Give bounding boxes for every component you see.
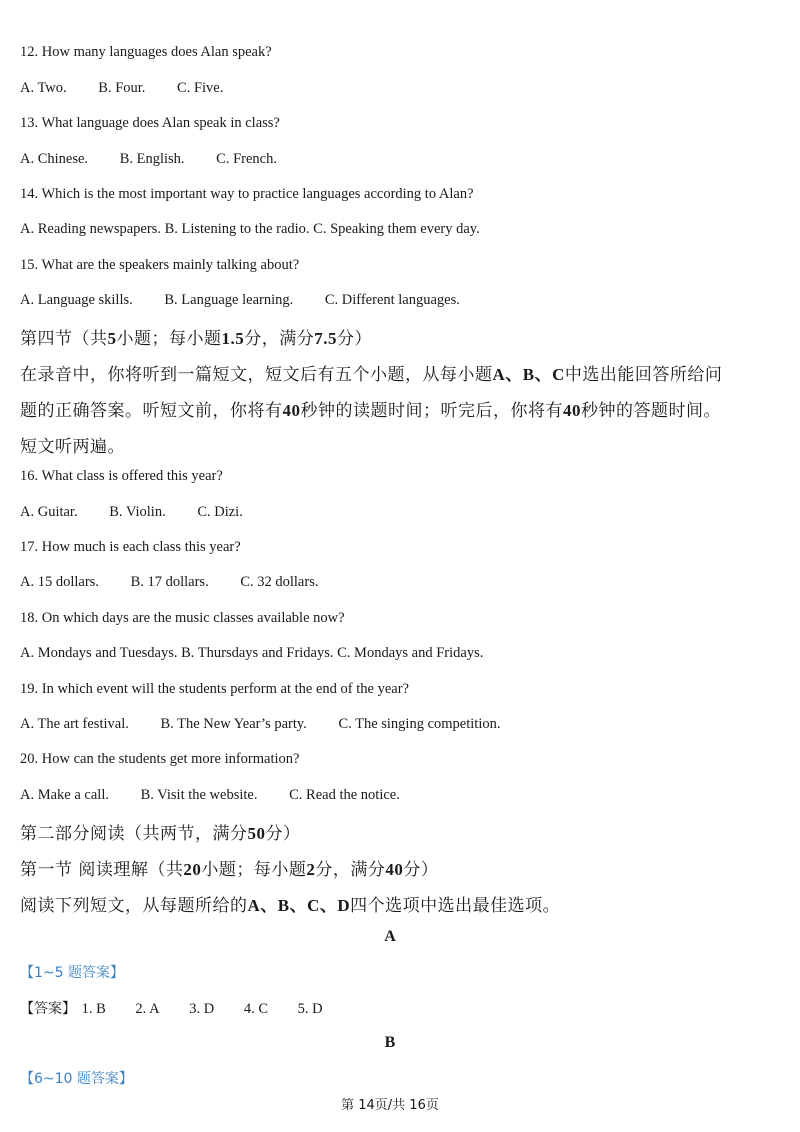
answer-item: 4. C: [243, 1001, 268, 1017]
option: A. The art festival.: [20, 716, 129, 732]
option: C. 32 dollars.: [240, 574, 319, 590]
options-14: [20, 221, 480, 238]
options-18: [20, 645, 483, 662]
page-footer: 第 14页/共 16页: [341, 1098, 439, 1113]
part2-instruction: 阅读下列短文，从每题所给的A、B、C、D四个选项中选出最佳选项。: [20, 896, 561, 916]
option: B. The New Year’s party.: [160, 716, 307, 732]
option: C. French.: [216, 151, 277, 167]
option: C. Speaking them every day.: [313, 221, 480, 237]
options-13: [20, 151, 305, 168]
option: A. 15 dollars.: [20, 574, 99, 590]
question-13: 13. What language does Alan speak in class?: [20, 115, 280, 131]
option: B. Language learning.: [164, 292, 294, 308]
option: C. Dizi.: [197, 504, 243, 520]
question-14: 14. Which is the most important way to practice languages according to Alan?: [20, 186, 474, 202]
options-17: [20, 574, 346, 591]
section4-instruction-1: 在录音中，你将听到一篇短文，短文后有五个小题，从每小题A、B、C中选出能回答所给问: [20, 365, 723, 385]
option: C. Mondays and Fridays.: [337, 645, 484, 661]
section4-heading: 第四节（共5小题；每小题1.5分，满分7.5分）: [20, 329, 372, 349]
answer-item: 3. D: [189, 1001, 215, 1017]
answer-item: 1. B: [81, 1001, 106, 1017]
question-17: 17. How much is each class this year?: [20, 539, 241, 555]
question-19: 19. In which event will the students perform at the end of the year?: [20, 681, 409, 697]
option: A. Make a call.: [20, 787, 109, 803]
option: B. Visit the website.: [140, 787, 258, 803]
answer-item: 5. D: [297, 1001, 323, 1017]
option: C. Different languages.: [324, 292, 460, 308]
option: B. Violin.: [109, 504, 166, 520]
option: A. Guitar.: [20, 504, 78, 520]
option: A. Mondays and Tuesdays.: [20, 645, 178, 661]
part2-heading: 第二部分阅读（共两节，满分50分）: [20, 824, 301, 844]
options-15: [20, 292, 488, 309]
option: C. Five.: [177, 80, 224, 96]
option: C. The singing competition.: [338, 716, 501, 732]
section4-instruction-2: 题的正确答案。听短文前，你将有40秒钟的读题时间；听完后，你将有40秒钟的答题时间。: [20, 401, 721, 421]
answer-label: 【答案】: [20, 1002, 76, 1017]
section4-instruction-3: 短文听两遍。: [20, 437, 125, 457]
question-20: 20. How can the students get more information?: [20, 751, 300, 767]
passage-b-answer-tag: 【6~10 题答案】: [20, 1071, 133, 1087]
option: B. English.: [119, 151, 185, 167]
option: A. Chinese.: [20, 151, 89, 167]
question-16: 16. What class is offered this year?: [20, 468, 223, 484]
option: A. Reading newspapers.: [20, 221, 161, 237]
option: B. Four.: [98, 80, 146, 96]
options-19: [20, 716, 528, 733]
option: A. Two.: [20, 80, 67, 96]
option: B. Listening to the radio.: [164, 221, 310, 237]
answer-item: 2. A: [135, 1001, 160, 1017]
passage-a-answer-tag: 【1~5 题答案】: [20, 965, 124, 981]
options-12: [20, 80, 251, 97]
passage-a-letter: A: [384, 928, 396, 945]
question-15: 15. What are the speakers mainly talking about?: [20, 257, 300, 273]
options-16: [20, 504, 271, 521]
options-20: [20, 787, 428, 804]
part2-section1-heading: 第一节 阅读理解（共20小题；每小题2分，满分40分）: [20, 860, 439, 880]
question-18: 18. On which days are the music classes available now?: [20, 610, 345, 626]
passage-a-answers: [20, 998, 349, 1018]
option: B. 17 dollars.: [130, 574, 209, 590]
question-12: 12. How many languages does Alan speak?: [20, 44, 272, 60]
option: C. Read the notice.: [289, 787, 400, 803]
option: A. Language skills.: [20, 292, 133, 308]
passage-b-letter: B: [384, 1034, 396, 1051]
option: B. Thursdays and Fridays.: [181, 645, 334, 661]
